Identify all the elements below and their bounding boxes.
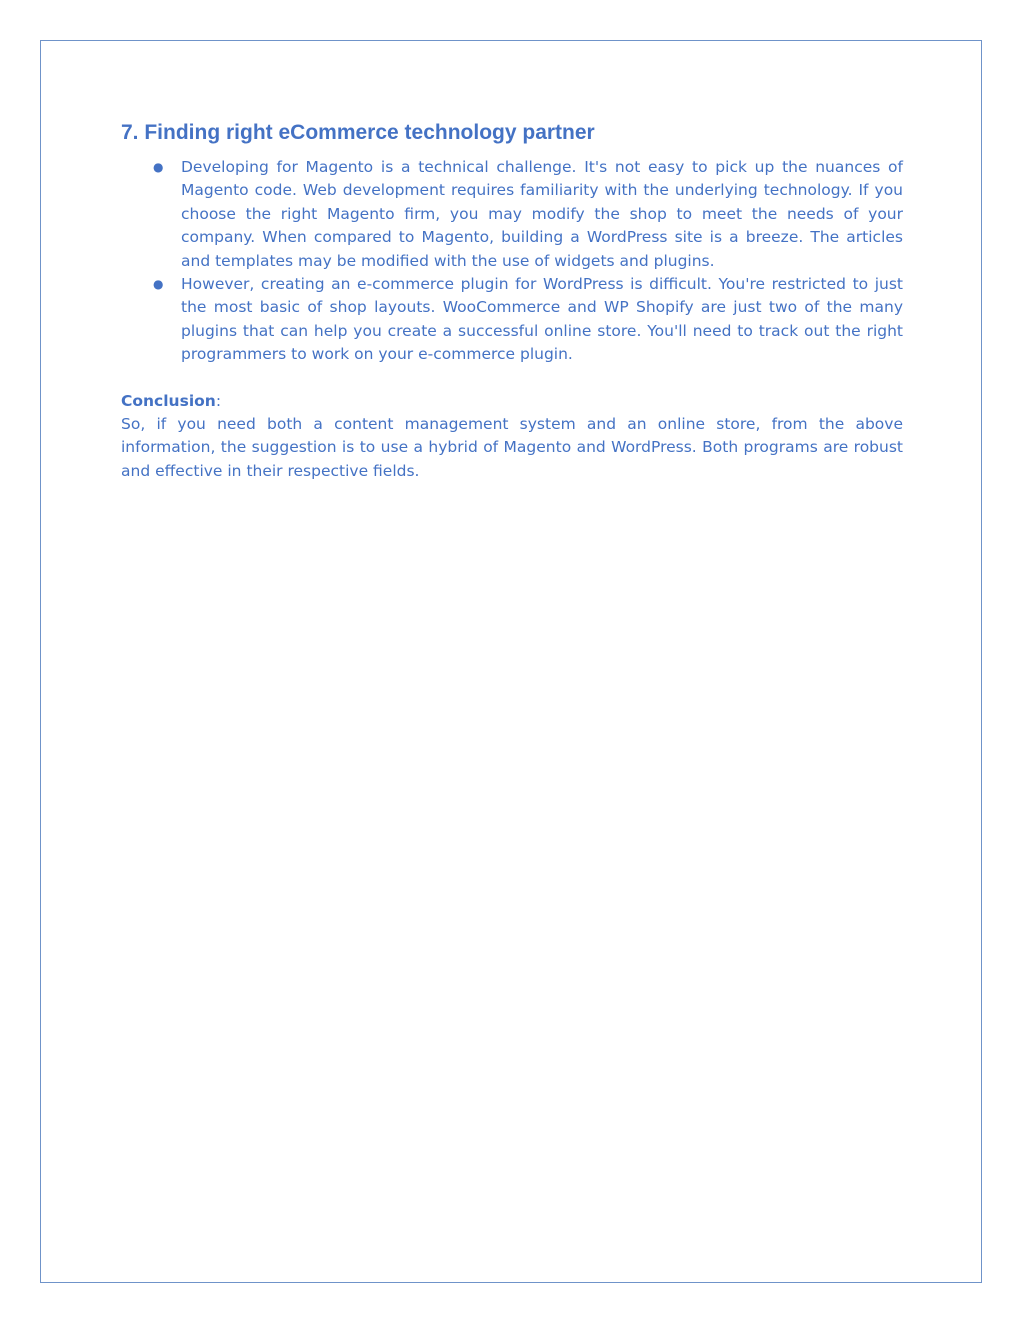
conclusion-label: Conclusion <box>121 391 216 410</box>
bullet-icon: ● <box>153 277 164 292</box>
document-content <box>121 118 903 483</box>
conclusion-paragraph: So, if you need both a content management system and an online store, from the above information, the suggestion is to use a hybrid of Magento and WordPress. Both programs are robust and effective in their respective fields. <box>121 415 903 480</box>
bullet-text: Developing for Magento is a technical challenge. It's not easy to pick up the nuances of Magento code. Web development requires familiarity with the underlying technology. If you choose the right Magento firm, you may modify the shop to meet the needs of your company. When compared to Magento, building a WordPress site is a breeze. The articles and templates may be modified with the use of widgets and plugins. <box>181 158 903 270</box>
bullet-icon: ● <box>153 160 164 174</box>
bullet-list <box>121 156 903 367</box>
conclusion-colon: : <box>215 391 222 410</box>
bullet-text: However, creating an e-commerce plugin for WordPress is difficult. You're restricted to just the most basic of shop layouts. WooCommerce and WP Shopify are just two of the many plugins that can help you create a successful online store. You'll need to track out the right programmers to work on your e-commerce plugin. <box>181 275 903 364</box>
conclusion-heading <box>121 390 903 413</box>
section-heading: 7. Finding right eCommerce technology partner <box>121 121 595 144</box>
list-item <box>121 156 903 273</box>
list-item <box>121 273 903 367</box>
